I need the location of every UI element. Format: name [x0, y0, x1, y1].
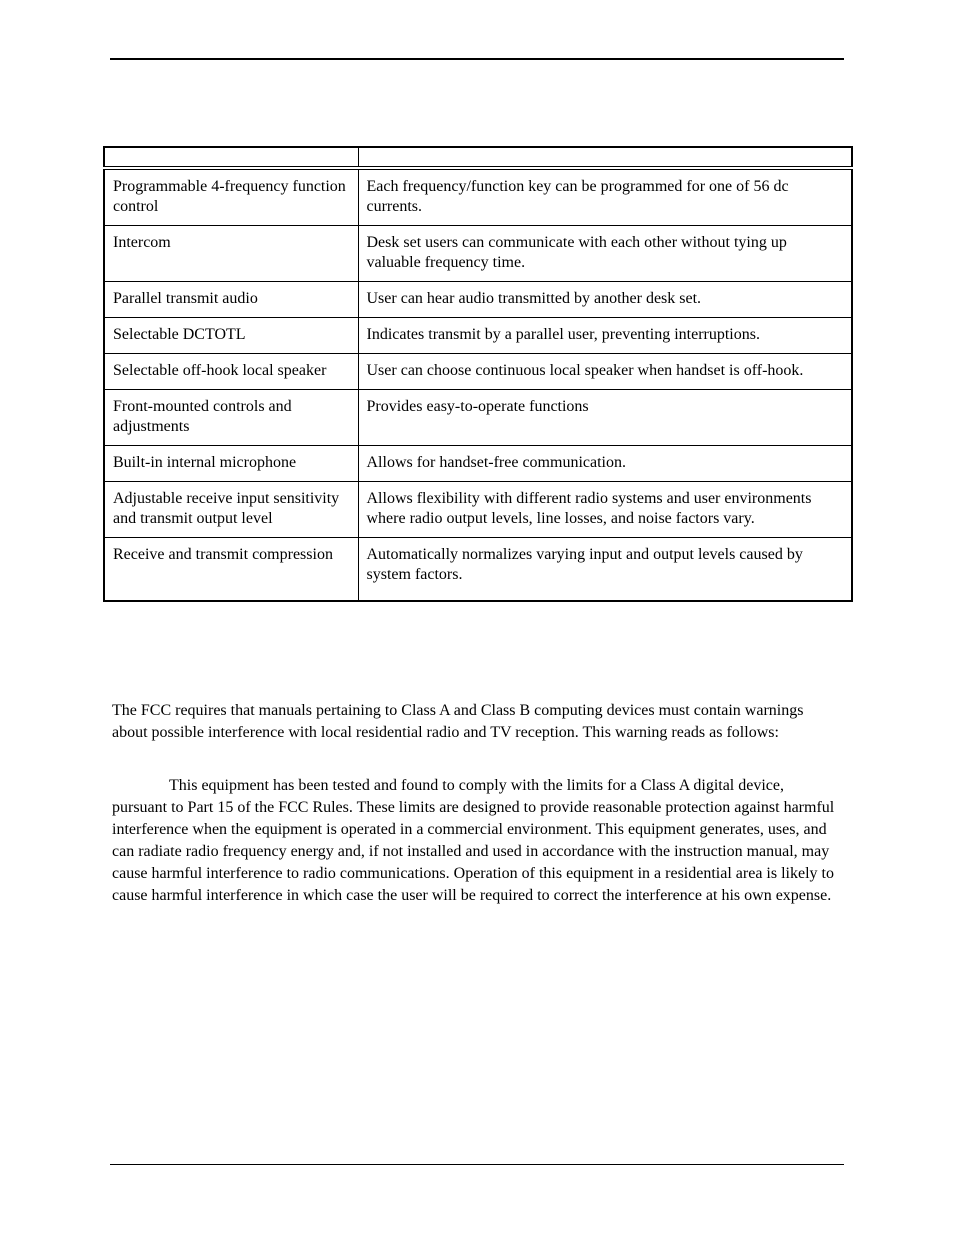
feature-cell: Intercom — [104, 226, 358, 282]
table-row — [104, 168, 852, 226]
table-header-benefit — [358, 147, 852, 168]
table-row — [104, 282, 852, 318]
table-row — [104, 354, 852, 390]
table-row — [104, 318, 852, 354]
table-row — [104, 538, 852, 602]
feature-cell: Front-mounted controls and adjustments — [104, 390, 358, 446]
table-row — [104, 390, 852, 446]
benefit-cell: Each frequency/function key can be programmed for one of 56 dc currents. — [358, 168, 852, 226]
feature-cell: Adjustable receive input sensitivity and transmit output level — [104, 482, 358, 538]
feature-cell: Selectable DCTOTL — [104, 318, 358, 354]
features-table — [103, 146, 853, 602]
feature-cell: Built-in internal microphone — [104, 446, 358, 482]
benefit-cell: Indicates transmit by a parallel user, preventing interruptions. — [358, 318, 852, 354]
feature-cell: Receive and transmit compression — [104, 538, 358, 602]
footer-rule — [110, 1164, 844, 1165]
table-row — [104, 226, 852, 282]
benefit-cell: Allows for handset-free communication. — [358, 446, 852, 482]
table-row — [104, 446, 852, 482]
header-rule — [110, 58, 844, 60]
benefit-cell: Automatically normalizes varying input and output levels caused by system factors. — [358, 538, 852, 602]
benefit-cell: User can hear audio transmitted by another desk set. — [358, 282, 852, 318]
fcc-warning-paragraph: This equipment has been tested and found to comply with the limits for a Class A digital device, pursuant to Part 15 of the FCC Rules. These limits are designed to provide reasonable protection against harmful interference when the equipment is operated in a commercial environment. This equipment generates, uses, and can radiate radio frequency energy and, if not installed and used in accordance with the instruction manual, may cause harmful interference to radio communications. Operation of this equipment in a residential area is likely to cause harmful interference in which case the user will be required to correct the interference at his own expense. — [112, 777, 835, 904]
benefit-cell: Desk set users can communicate with each other without tying up valuable frequency time. — [358, 226, 852, 282]
fcc-intro-paragraph: The FCC requires that manuals pertaining to Class A and Class B computing devices must contain warnings about possible interference with local residential radio and TV reception. This warning reads as follows: — [112, 702, 804, 741]
table-row — [104, 482, 852, 538]
feature-cell: Programmable 4-frequency function control — [104, 168, 358, 226]
benefit-cell: Allows flexibility with different radio systems and user environments where radio output levels, line losses, and noise factors vary. — [358, 482, 852, 538]
feature-cell: Parallel transmit audio — [104, 282, 358, 318]
table-header-feature — [104, 147, 358, 168]
table-header-row — [104, 147, 852, 168]
benefit-cell: User can choose continuous local speaker when handset is off-hook. — [358, 354, 852, 390]
benefit-cell: Provides easy-to-operate functions — [358, 390, 852, 446]
feature-cell: Selectable off-hook local speaker — [104, 354, 358, 390]
